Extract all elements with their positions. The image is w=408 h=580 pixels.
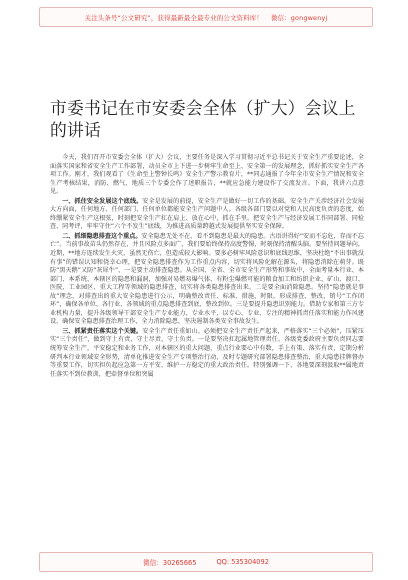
section-3-heading: 三、抓紧责任落实这个关键。: [62, 327, 143, 335]
promo-banner[interactable]: [39, 7, 373, 27]
document-title: 市委书记在市安委会全体（扩大）会议上的讲话: [50, 98, 356, 140]
intro-paragraph: 今天，我们召开市安委会全体（扩大）会议，主要任务是深入学习贯彻习近平总书记关于安全生产重要论述，全面落实国家和省安全生产工作部署，动员全市上下进一步树牢生命至上、安全第一的发展理念，抓好抓实安全生产各项工作。刚才，我们观看了《生命至上警钟长鸣》安全生产警示教育片，**同志通报了今年全市安全生产情况和安全生产考核结果，消防、燃气、地质三个专委会作了述职报告，**就应急能力建设作了交流发言。下面，我讲六点意见。: [50, 154, 364, 196]
contact-footer[interactable]: [39, 552, 373, 572]
footer-wechat: 微信：30265665: [143, 559, 197, 567]
banner-text: 关注头条号“公文研究”，获得最新最全最专业的公文资料库！: [84, 13, 263, 22]
banner-wechat: 微信：gongwenyj: [270, 13, 328, 22]
section-1-paragraph: [50, 198, 364, 232]
section-2-paragraph: [50, 233, 364, 327]
section-3-body: 安全生产责任重如山。必须把安全生产责任严起来，严格落实“三个必须”，压紧压实“三个责任”，做到守土有责、守土尽责、守土负责。一是要坚决扛起属地管理责任。各级党委政府主要负责同志要统筹安全生产，平安稳定和业务工作，对本辖区的重大问题，重点行业要心中有数，手上有策、落实有责，定期分析研判本行业领域安全形势，清单化推进安全生产专项整治行动，及时专题研究部署隐患排查整治，重大隐患挂牌督办等重要工作，切实担负起应急第一方平安、维护一方稳定的重大政治责任。特别强调一下，各地要深刻汲取**属地责任落实不到位教训，把牵督单位和突属: [50, 327, 364, 378]
section-2-heading: 二、抓细隐患排查这个重点。: [62, 232, 142, 240]
section-1-heading: 一、抓住安全发展这个底线。: [62, 197, 143, 205]
section-1-body: 安全是发展的前提，安全生产是做好一切工作的基础。安全生产关涉经济社会发展大方向面，任何地方、任何部门、任何单位都能安全生产问题中人。各级各部门要以对党和人民高度负责的态度，始终绷紧安全生产这根弦，时刻把安全生产扛在肩上、放在心中，抓在手里。把安全生产与经济发展工作同部署、同检查、同考评，牢牢守住“六个不发生”底线，为推进高质量跨越式发展提供坚实安全保障。: [50, 197, 365, 231]
document-body: [50, 154, 364, 380]
footer-qq: QQ: 535304092: [216, 558, 269, 566]
section-3-paragraph: [50, 328, 364, 379]
section-2-body: 安全隐患无处不在，看不到隐患是最大的隐患。古语讲得好“安而不忘危，存而不忘亡”。当前事故苗头仍然存在，并且风险点多面广，我们要始终保持高度警惕，时刻保持清醒头脑。要坚持问题导向，近期，**地方连续发生火灾，虽然无伤亡，但造成较大影响。要多必树牢风险意识和底线思维，坚决杜绝“不出事就没有事”的错误认知和侥幸心理，把安全隐患排查作为工作重点内容，切实将风险化解在源头，将隐患消除在萌芽。既防“黑天鹅”又防“灰犀牛”，一是要主动排查隐患。从全国、全省、全市安全生产形势和事故中，全面考量本行业、本部门、本系统、本辖区的隐患和漏洞，加强对易燃易爆气体、有粉尘爆燃可能的粮食加工和纺织企业、矿山、渡口、医院、工业园区、重大工程等领域的隐患排查，切实将各类隐患排查出来。二是要全面消除隐患。坚持“隐患就是事故”理念，对排查出的重大安全隐患进行公示，明确整改责任、标准、措施、时限，形成排查、整改、销号“工作闭环”，确保各单位、各行业、各领域的重点隐患排查到底、整改到位。三是要提升隐患识别能力。借助专家和第三方专业机构力量，提升各级领导干部安全生产专业能力、专业水平，以专心、专业、专注的精神抓责任落实和能力作风建设，确保安全隐患排查治理工作，全力消除隐患，坚决遏制各类安全事故发生。: [50, 232, 364, 326]
